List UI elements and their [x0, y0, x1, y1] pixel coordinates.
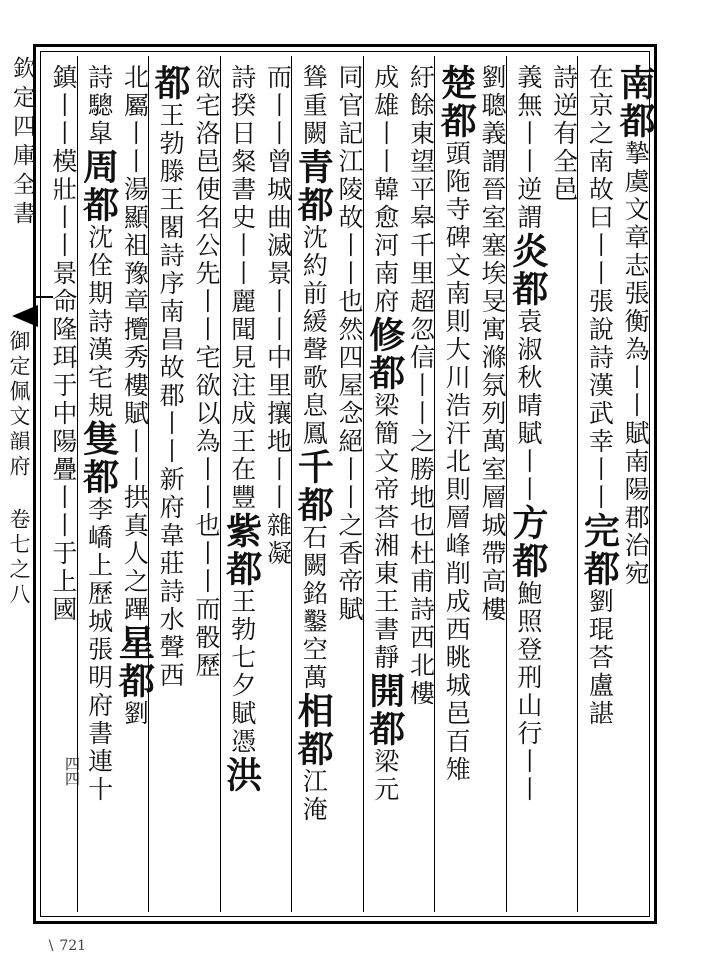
column-text: 帝賦	[335, 568, 364, 624]
headword: 修都	[363, 316, 406, 392]
headword: 隻都	[77, 420, 120, 496]
column-text: 詩逆有全邑	[549, 64, 579, 204]
column-text: 曾城曲滅景丨丨中	[263, 148, 293, 372]
headword: 完都	[578, 512, 621, 588]
column-text: 丨丨而骰歷	[191, 540, 221, 680]
headword: 楚都	[435, 64, 478, 140]
text-columns	[40, 51, 657, 917]
column-text: 珥于中陽疊丨丨于上國	[48, 344, 78, 624]
column-text: 袁淑秋晴賦丨丨	[513, 308, 543, 504]
column-text: 模壯丨丨景命隆	[48, 148, 78, 344]
column-text: 沈佺期詩漢宅規	[84, 224, 114, 420]
text-frame	[33, 44, 657, 924]
headword: 周都	[77, 148, 120, 224]
column-text: 王勃滕王閣詩序南昌故郡丨丨新府韋莊詩水聲西	[156, 102, 186, 690]
column-text: 成雄丨丨韓愈河南府	[370, 64, 400, 316]
column-text: 塞埃旻寓滌氛	[478, 232, 508, 400]
column-text: 然四屋念絕丨丨之香	[335, 316, 364, 568]
column-text: 鮑照登刑山行丨丨	[513, 580, 543, 804]
column-text: 劉琨荅盧諶	[585, 588, 615, 728]
headword: 方都	[506, 504, 549, 580]
folio-number: 四四	[63, 756, 81, 786]
column-text: 列萬室層城帶高樓	[478, 400, 508, 624]
column-text: 鎮丨丨	[48, 64, 78, 148]
column-text: 梁元	[370, 748, 400, 804]
headword: 洪	[220, 756, 263, 794]
column-text: 同官記江陵故丨丨也	[335, 64, 364, 316]
column-text: 王勃七夕賦憑	[227, 588, 257, 756]
column-text: 詩揆日粲書史丨丨麗聞見注成王在豐	[227, 64, 257, 512]
column-text: 劉聰義謂晉室	[478, 64, 508, 232]
headword: 炎都	[506, 232, 549, 308]
column-text: 李嶠上歷城張明府書連	[84, 496, 114, 776]
column-text: 摯虞文章志張衡為丨丨賦南陽郡治宛	[621, 140, 651, 588]
column-text: 梁簡文帝荅湘東王書靜	[370, 392, 400, 672]
column-text: 石闕銘鑿空萬	[299, 524, 329, 692]
column-text: 江淹	[299, 768, 329, 824]
headword: 青都	[292, 148, 335, 224]
headword: 南都	[614, 64, 657, 140]
column-text: 詩驄皐	[84, 64, 114, 148]
column-text: 聳重闕	[299, 64, 329, 148]
column-text: 劉	[120, 700, 150, 728]
column-text: 頭陁寺碑文南則大川浩汗北則層峰削成西眺城邑百雉	[442, 140, 472, 784]
headword: 都	[149, 64, 192, 102]
headword: 開都	[363, 672, 406, 748]
margin-title: 欽定四庫全書	[9, 56, 35, 230]
column-text: 而丨丨	[263, 64, 293, 148]
column-text: 北屬丨丨湯顯祖豫章攬秀樓賦丨丨拱真人之蹕	[120, 64, 150, 624]
headword: 紫都	[220, 512, 263, 588]
column-text: 欲宅洛邑使名公先丨丨宅欲以為丨丨也	[191, 64, 221, 540]
headword: 千都	[292, 448, 335, 524]
text-column	[41, 64, 85, 624]
headword: 相都	[292, 692, 335, 768]
column-text: 在京之南故曰丨丨張說詩漢武幸丨丨	[585, 64, 615, 512]
margin-book-title: 御定佩文韻府 卷七之八	[7, 330, 31, 608]
column-text: 紆餘東望平皋千里超忽信丨丨之勝地也杜甫詩西北樓	[406, 64, 436, 708]
column-text: 雜凝	[263, 512, 293, 568]
bottom-mark: ∖ 721	[46, 938, 87, 954]
column-text: 里攘地丨丨	[263, 372, 293, 512]
column-text: 沈約前緩聲歌息鳳	[299, 224, 329, 448]
column-text: 義無丨丨逆謂	[513, 64, 543, 232]
headword: 星都	[113, 624, 156, 700]
column-text: 十	[84, 776, 114, 804]
